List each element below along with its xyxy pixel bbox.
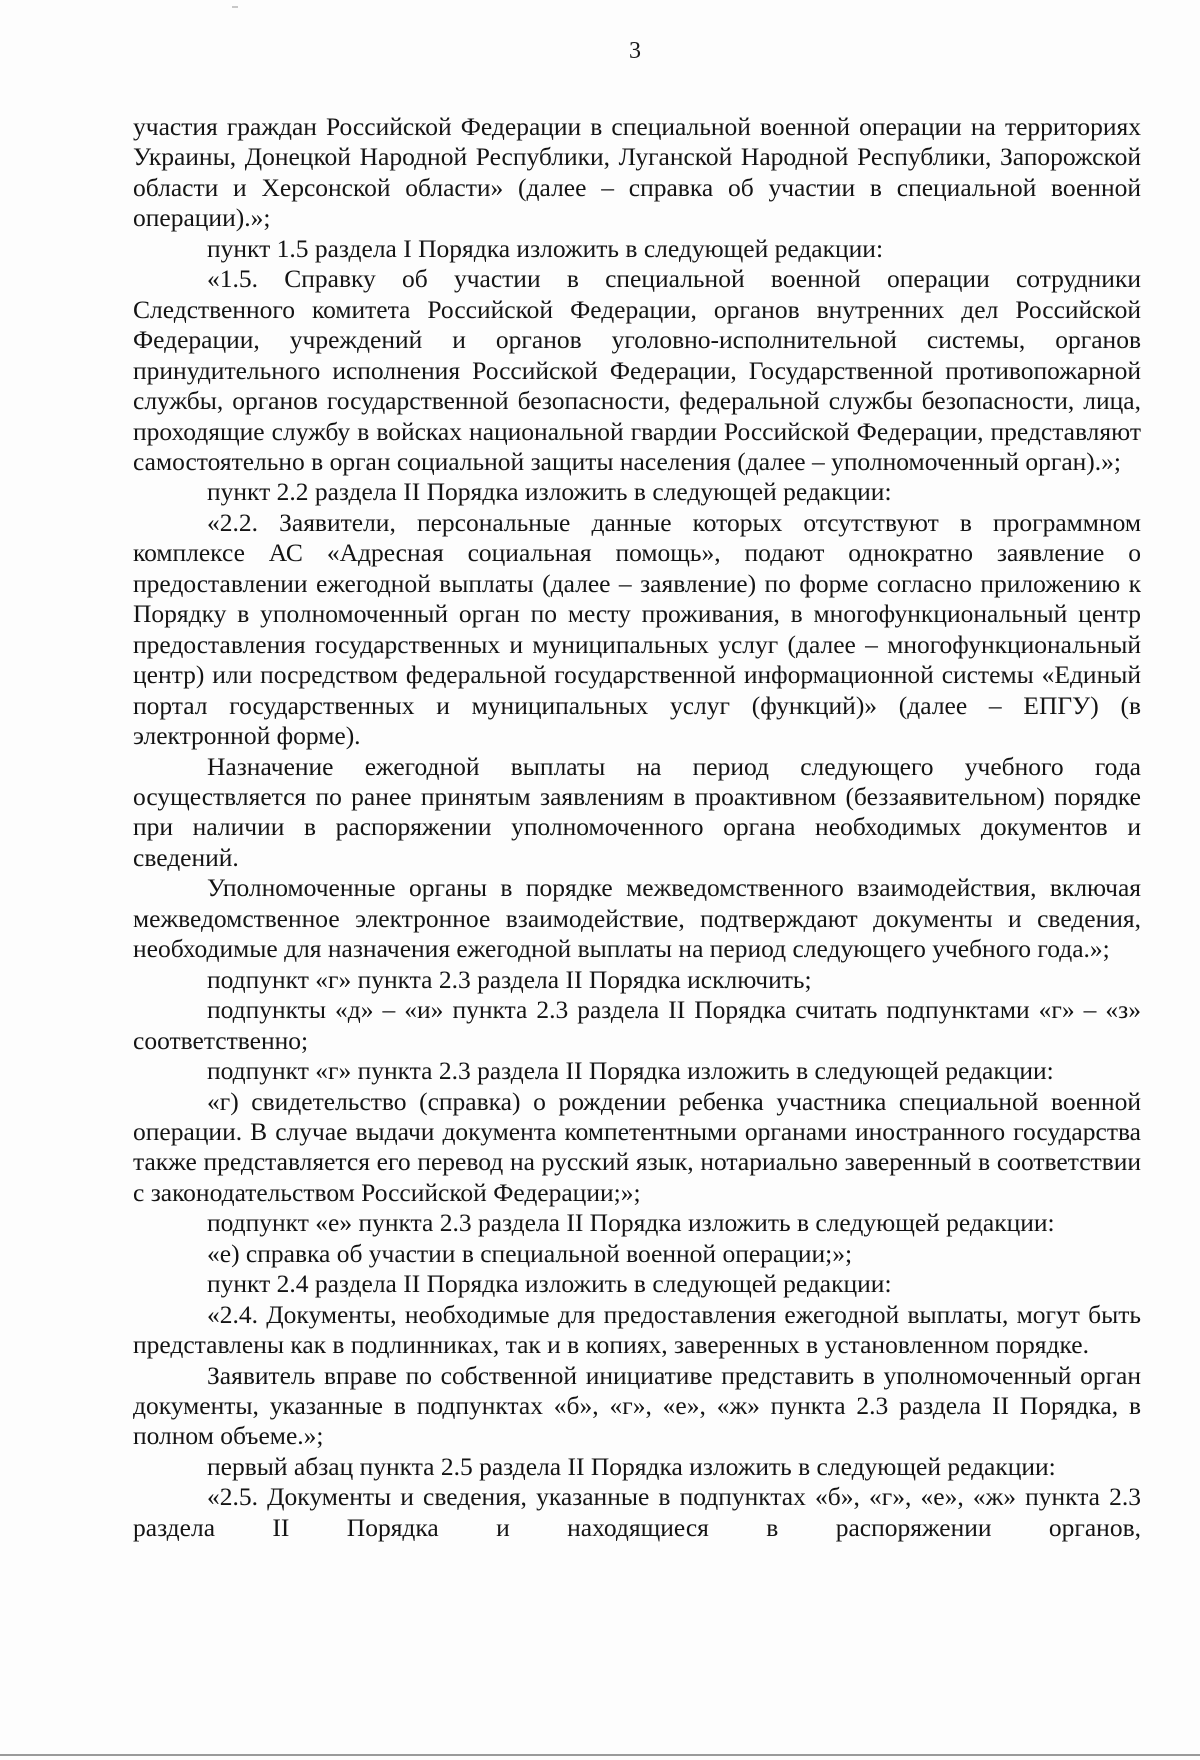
paragraph: «2.2. Заявители, персональные данные которых отсутствуют в программном комплексе АС «Адресная социальная помощь», подают однократно заявление о предоставлении ежегодной выплаты (далее – заявление) по форме согласно приложению к Порядку в уполномоченный орган по месту проживания, в многофункциональный центр предоставления государственных и муниципальных услуг (далее – многофункциональный центр) или посредством федеральной государственной информационной системы «Единый портал государственных и муниципальных услуг (функций)» (далее – ЕПГУ) (в электронной форме). bbox=[133, 507, 1141, 751]
paragraph: «2.4. Документы, необходимые для предоставления ежегодной выплаты, могут быть представлены как в подлинниках, так и в копиях, заверенных в установленном порядке. bbox=[133, 1299, 1141, 1360]
paragraph: «е) справка об участии в специальной военной операции;»; bbox=[207, 1238, 853, 1268]
paragraph: Назначение ежегодной выплаты на период следующего учебного года осуществляется по ранее принятым заявлениям в проактивном (беззаявительном) порядке при наличии в распоряжении уполномоченного органа необходимых документов и сведений. bbox=[133, 751, 1141, 872]
paragraph: «г) свидетельство (справка) о рождении ребенка участника специальной военной операции. В случае выдачи документа компетентными органами иностранного государства также представляется его перевод на русский язык, нотариально заверенный в соответствии с законодательством Российской Федерации;»; bbox=[133, 1086, 1141, 1207]
paragraph: Уполномоченные органы в порядке межведомственного взаимодействия, включая межведомственное электронное взаимодействие, подтверждают документы и сведения, необходимые для назначения ежегодной выплаты на период следующего учебного года.»; bbox=[133, 873, 1141, 964]
paragraph: пункт 2.4 раздела II Порядка изложить в следующей редакции: bbox=[207, 1269, 892, 1299]
paragraph: подпункт «г» пункта 2.3 раздела II Порядка изложить в следующей редакции: bbox=[207, 1056, 1054, 1086]
paragraph: подпункт «г» пункта 2.3 раздела II Порядка исключить; bbox=[207, 964, 812, 994]
paragraph: «2.5. Документы и сведения, указанные в подпунктах «б», «г», «е», «ж» пункта 2.3 раздела II Порядка и находящиеся в распоряжении органов, bbox=[133, 1482, 1141, 1542]
paragraph: Заявитель вправе по собственной инициативе представить в уполномоченный орган документы, указанные в подпунктах «б», «г», «е», «ж» пункта 2.3 раздела II Порядка, в полном объеме.»; bbox=[133, 1360, 1141, 1451]
paragraph: «1.5. Справку об участии в специальной военной операции сотрудники Следственного комитета Российской Федерации, органов внутренних дел Российской Федерации, учреждений и органов уголовно-исполнительной системы, органов принудительного исполнения Российской Федерации, Государственной противопожарной службы, органов государственной безопасности, федеральной службы безопасности, лица, проходящие службу в войсках национальной гвардии Российской Федерации, представляют самостоятельно в орган социальной защиты населения (далее – уполномоченный орган).»; bbox=[133, 264, 1141, 476]
paragraph: первый абзац пункта 2.5 раздела II Порядка изложить в следующей редакции: bbox=[207, 1451, 1056, 1481]
paragraph: подпункты «д» – «и» пункта 2.3 раздела II Порядка считать подпунктами «г» – «з» соответственно; bbox=[133, 995, 1141, 1055]
paragraph: участия граждан Российской Федерации в специальной военной операции на территориях Украины, Донецкой Народной Республики, Луганской Народной Республики, Запорожской области и Херсонской области» (далее – справка об участии в специальной военной операции).»; bbox=[133, 112, 1141, 233]
scan-artifact bbox=[232, 6, 238, 8]
paragraph: пункт 2.2 раздела II Порядка изложить в следующей редакции: bbox=[207, 477, 892, 507]
paragraph: подпункт «е» пункта 2.3 раздела II Порядка изложить в следующей редакции: bbox=[207, 1208, 1055, 1238]
paragraph: пункт 1.5 раздела I Порядка изложить в следующей редакции: bbox=[207, 233, 884, 263]
page-bottom-edge bbox=[0, 1754, 1200, 1756]
page-number: 3 bbox=[629, 38, 641, 64]
document-body bbox=[133, 112, 1141, 1543]
